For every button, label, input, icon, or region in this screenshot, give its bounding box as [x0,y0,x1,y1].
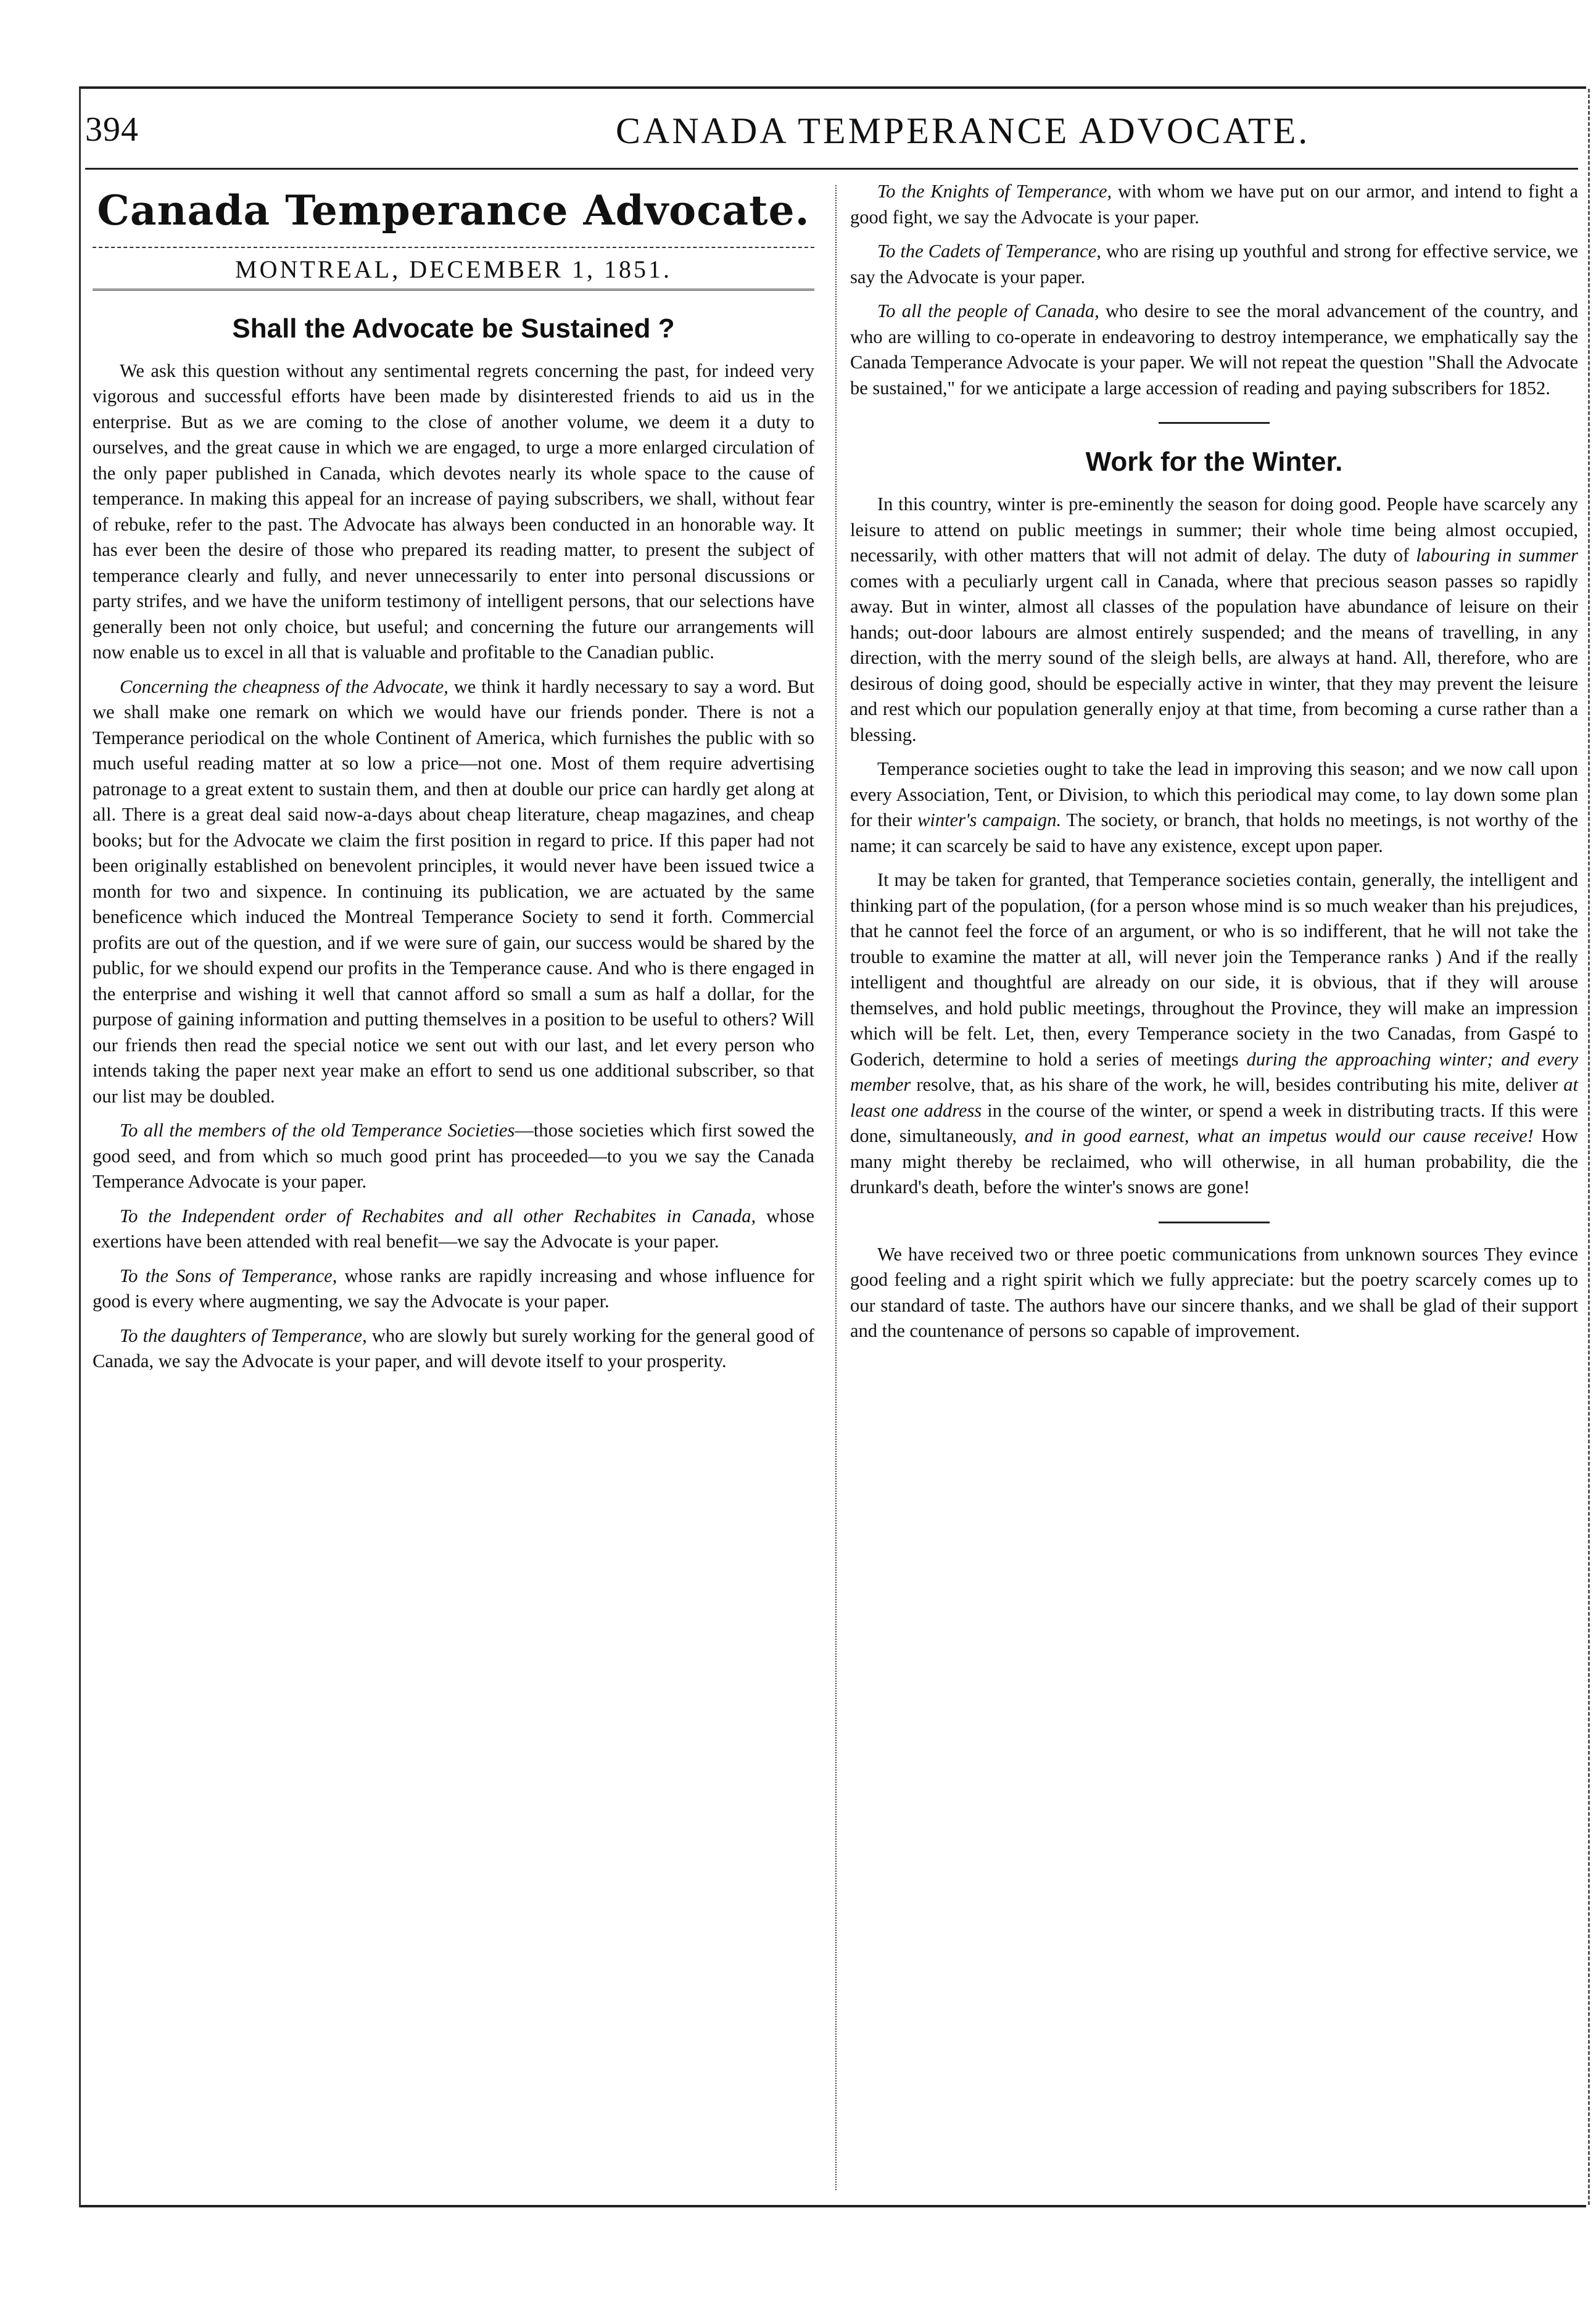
article-title-winter: Work for the Winter. [1085,447,1343,477]
paragraph-text: comes with a peculiarly urgent call in Canada, where that precious season passes so rapidly away. But in winter, almost all classes of the population have abundance of leisure on their hands; out-door labours are almost entirely suspended; and the means of travelling, in any direction, with the merry sound of the sleigh bells, are always at hand. All, therefore, who are desirous of doing good, should be especially active in winter, that they may prevent the leisure and rest which our population generally enjoy at that time, from becoming a curse rather than a blessing. [850,570,1578,745]
lead-phrase: Concerning the cheapness of the Advocate, [120,676,449,697]
paragraph-text: in the course of the winter, or spend a week in distributing tracts. If this were done, simultaneously, [850,1099,1578,1146]
paragraph-text: who are slowly but surely working for the general good of Canada, we say the Advocate is your paper, and will devote itself to your prosperity. [93,1325,814,1371]
emphasis: labouring in summer [1416,545,1579,566]
article-title-sustained: Shall the Advocate be Sustained ? [232,313,675,344]
emphasis: at least one address [850,1074,1578,1121]
lead-phrase: To the Independent order of Rechabites and all other Rechabites in Canada, [120,1205,756,1226]
paragraph-text: Temperance societies ought to take the lead in improving this season; and we now call upon every Association, Tent, or Division, to which this periodical may come, to lay down some plan for their [850,758,1578,830]
paragraph-text: who are rising up youthful and strong for effective service, we say the Advocate is your paper. [850,241,1578,287]
section-divider [1159,422,1270,424]
lead-phrase: To the Knights of Temperance, [877,181,1112,202]
lead-phrase: To the Sons of Temperance, [120,1265,337,1286]
article-paragraph [850,867,1578,1201]
article-paragraph [850,299,1578,401]
article-paragraph [850,179,1578,230]
masthead-title: Canada Temperance Advocate. [97,186,810,234]
paragraph-text: whose ranks are rapidly increasing and whose influence for good is every where augmenting, we say the Advocate is your paper. [93,1265,814,1312]
article-paragraph: We ask this question without any sentimental regrets concerning the past, for indeed very vigorous and successful efforts have been made by disinterested friends to aid us in the enterprise. But as we are coming to the close of another volume, we deem it a duty to ourselves, and the great cause in which we are engaged, to urge a more enlarged circulation of the only paper published in Canada, which devotes nearly its whole space to the cause of temperance. In making this appeal for an increase of paying subscribers, we shall, without fear of rebuke, refer to the past. The Advocate has always been conducted in an honorable way. It has ever been the desire of those who prepared its reading matter, to present the subject of temperance clearly and fully, and never unnecessarily to enter into personal discussions or party strifes, and we have the uniform testimony of intelligent persons, that our selections have generally been not only choice, but useful; and concerning the future our arrangements will now enable us to excel in all that is valuable and profitable to the Canadian public. [93,360,814,663]
article-paragraph [93,1263,814,1315]
article-paragraph [93,674,814,1110]
paragraph-text: —those societies which first sowed the good seed, and from which so much good print has proceeded—to you we say the Canada Temperance Advocate is your paper. [93,1120,815,1192]
article-paragraph [850,756,1578,859]
emphasis: and in good earnest, what an impetus would our cause receive! [1025,1125,1534,1146]
paragraph-text: whose exertions have been attended with real benefit—we say the Advocate is your paper. [93,1205,814,1252]
lead-phrase: To the daughters of Temperance, [120,1325,367,1346]
emphasis: winter's campaign. [917,809,1062,830]
lead-phrase: To all the members of the old Temperance Societies [120,1120,515,1141]
page-header [85,110,1578,165]
article-paragraph [93,1204,814,1255]
paragraph-text: The society, or branch, that holds no meetings, is not worthy of the name; it can scarcely be said to have any existence, except upon paper. [850,809,1578,856]
article-paragraph [93,1323,814,1375]
lead-phrase: To the Cadets of Temperance, [877,241,1101,262]
header-rule [85,168,1578,170]
paragraph-text: who desire to see the moral advancement of the country, and who are willing to co-operate in endeavoring to destroy intemperance, we emphatically say the Canada Temperance Advocate is your paper. We will not repeat the question "Shall the Advocate be sustained," for we anticipate a large accession of reading and paying subscribers for 1852. [850,300,1578,399]
article-paragraph [93,1118,814,1195]
dateline-rule [93,289,814,291]
emphasis: during the approaching winter; and every member [850,1048,1578,1095]
right-column [850,179,1578,1353]
dateline: MONTREAL, DECEMBER 1, 1851. [235,255,672,283]
column-divider [835,185,837,2190]
paragraph-text: resolve, that, as his share of the work, he will, besides contributing his mite, deliver [911,1074,1564,1095]
article-paragraph [850,239,1578,290]
left-column [93,179,814,1383]
section-divider [1159,1222,1270,1223]
paragraph-text: with whom we have put on our armor, and intend to fight a good fight, we say the Advocate is your paper. [850,181,1578,228]
page-number: 394 [85,110,139,149]
paragraph-text: In this country, winter is pre-eminently the season for doing good. People have scarcely any leisure to attend on public meetings in summer; their whole time being almost occupied, necessarily, with other matters that will not admit of delay. The duty of [850,494,1578,566]
paragraph-text: How many might thereby be reclaimed, who will otherwise, in all human probability, die the drunkard's death, before the winter's snows are gone! [850,1125,1578,1197]
paragraph-text: It may be taken for granted, that Temperance societies contain, generally, the intelligent and thinking part of the population, (for a person whose mind is so much weaker than his prejudices, that he cannot feel the force of an argument, or who is so indifferent, that he will not take the trouble to examine the matter at all, will never join the Temperance ranks ) And if the really intelligent and thoughtful are already on our side, it is obvious, that if they will arouse themselves, and hold public meetings, throughout the Province, they will make an impression which will be felt. Let, then, every Temperance society in the two Canadas, from Gaspé to Goderich, determine to hold a series of meetings [850,869,1578,1070]
masthead-rule [93,247,814,248]
running-title: CANADA TEMPERANCE ADVOCATE. [616,110,1310,151]
article-paragraph [850,492,1578,748]
notice-paragraph: We have received two or three poetic communications from unknown sources They evince good feeling and a right spirit which we fully appreciate: but the poetry scarcely comes up to our standard of taste. The authors have our sincere thanks, and we shall be glad of their support and the countenance of persons so capable of improvement. [850,1243,1578,1341]
paragraph-text: we think it hardly necessary to say a word. But we shall make one remark on which we would have our friends ponder. There is not a Temperance periodical on the whole Continent of America, which furnishes the public with so much useful reading matter at so low a price—not one. Most of them require advertising patronage to a great extent to sustain them, and then at double our price can hardly get along at all. There is a great deal said now-a-days about cheap literature, cheap magazines, and cheap books; but for the Advocate we claim the first position in regard to price. If this paper had not been originally established on benevolent principles, it would never have been issued twice a month for two and sixpence. In continuing its publication, we are actuated by the same beneficence which induced the Montreal Temperance Society to send it forth. Commercial profits are out of the question, and if we were sure of gain, our success would be shared by the public, for we should expend our profits in the Temperance cause. And who is there engaged in the enterprise and wishing it well that cannot afford so small a sum as half a dollar, for the purpose of gaining information and putting themselves in a position to be useful to others? Will our friends then read the special notice we sent out with our last, and let every person who intends taking the paper next year make an effort to send us one additional subscriber, so that our list may be doubled. [93,676,814,1107]
lead-phrase: To all the people of Canada, [877,300,1099,321]
